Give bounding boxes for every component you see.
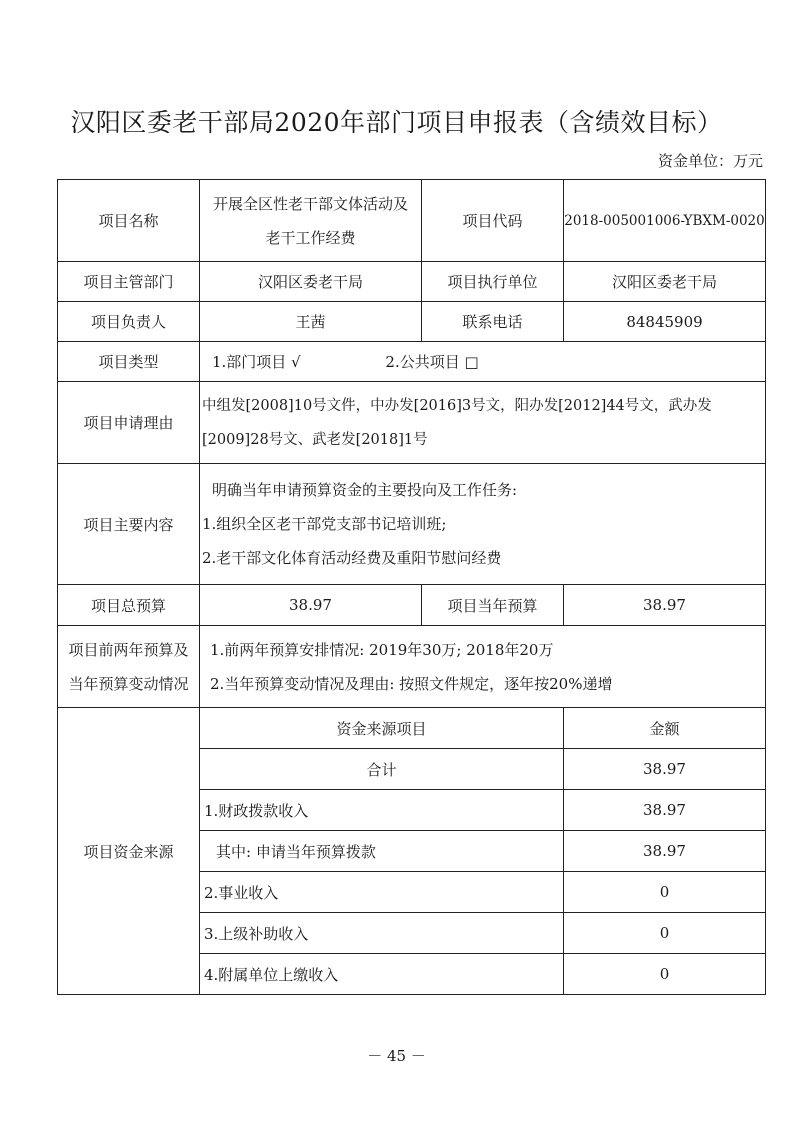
change-line1: 1.前两年预算安排情况: 2019年30万; 2018年20万 — [210, 640, 554, 659]
page-title: 汉阳区委老干部局2020年部门项目申报表（含绩效目标） — [70, 108, 723, 137]
table-row-leader — [58, 302, 766, 342]
leader-value: 王茜 — [200, 302, 422, 342]
funding-item-amount: 38.97 — [564, 790, 766, 831]
page-number: － 45 － — [367, 1047, 426, 1065]
project-code-value: 2018-005001006-YBXM-0020 — [564, 180, 766, 262]
total-budget-value: 38.97 — [200, 585, 422, 626]
change-label — [58, 626, 200, 708]
dept-label: 项目主管部门 — [58, 262, 200, 302]
funding-header-amount: 金额 — [564, 708, 766, 749]
table-row-project-name — [58, 180, 766, 262]
year-budget-label: 项目当年预算 — [422, 585, 564, 626]
table-row-department — [58, 262, 766, 302]
project-name-value — [200, 180, 422, 262]
funding-item-name: 其中: 申请当年预算拨款 — [200, 831, 564, 872]
type-option-dept: 1.部门项目 √ — [212, 353, 301, 371]
currency-unit: 资金单位：万元 — [657, 152, 763, 170]
project-name-label: 项目名称 — [58, 180, 200, 262]
reason-label: 项目申请理由 — [58, 382, 200, 464]
table-row-budget-change — [58, 626, 766, 708]
dept-value: 汉阳区委老干局 — [200, 262, 422, 302]
exec-value: 汉阳区委老干局 — [564, 262, 766, 302]
content-line2: 1.组织全区老干部党支部书记培训班; — [202, 515, 447, 533]
exec-label: 项目执行单位 — [422, 262, 564, 302]
reason-line1: 中组发[2008]10号文件，中办发[2016]3号文，阳办发[2012]44号文，武办发 — [202, 397, 712, 414]
project-name-line1: 开展全区性老干部文体活动及 — [212, 194, 408, 213]
type-value — [200, 342, 766, 382]
type-option-public: 2.公共项目 □ — [385, 353, 479, 371]
funding-header-row — [58, 708, 766, 749]
content-label: 项目主要内容 — [58, 464, 200, 585]
type-label: 项目类型 — [58, 342, 200, 382]
change-line2: 2.当年预算变动情况及理由: 按照文件规定，逐年按20%递增 — [210, 674, 613, 693]
reason-value — [200, 382, 766, 464]
funding-item-name: 合计 — [200, 749, 564, 790]
table-row-budget — [58, 585, 766, 626]
funding-item-name: 2.事业收入 — [200, 872, 564, 913]
funding-item-amount: 0 — [564, 913, 766, 954]
funding-item-amount: 0 — [564, 954, 766, 995]
funding-item-amount: 38.97 — [564, 831, 766, 872]
funding-label: 项目资金来源 — [58, 708, 200, 995]
change-label-line2: 当年预算变动情况 — [68, 674, 189, 693]
funding-item-name: 1.财政拨款收入 — [200, 790, 564, 831]
table-row-reason — [58, 382, 766, 464]
project-code-label: 项目代码 — [422, 180, 564, 262]
table-row-content — [58, 464, 766, 585]
funding-item-amount: 0 — [564, 872, 766, 913]
funding-header-source: 资金来源项目 — [200, 708, 564, 749]
funding-item-name: 4.附属单位上缴收入 — [200, 954, 564, 995]
funding-item-name: 3.上级补助收入 — [200, 913, 564, 954]
project-name-line2: 老干工作经费 — [265, 228, 356, 247]
phone-value: 84845909 — [564, 302, 766, 342]
content-value — [200, 464, 766, 585]
total-budget-label: 项目总预算 — [58, 585, 200, 626]
year-budget-value: 38.97 — [564, 585, 766, 626]
change-label-line1: 项目前两年预算及 — [68, 640, 189, 659]
table-row-type — [58, 342, 766, 382]
project-application-table — [57, 179, 766, 995]
content-line1: 明确当年申请预算资金的主要投向及工作任务: — [212, 481, 518, 499]
content-line3: 2.老干部文化体育活动经费及重阳节慰问经费 — [202, 549, 502, 567]
reason-line2: [2009]28号文、武老发[2018]1号 — [202, 431, 428, 448]
funding-item-amount: 38.97 — [564, 749, 766, 790]
change-value — [200, 626, 766, 708]
phone-label: 联系电话 — [422, 302, 564, 342]
leader-label: 项目负责人 — [58, 302, 200, 342]
